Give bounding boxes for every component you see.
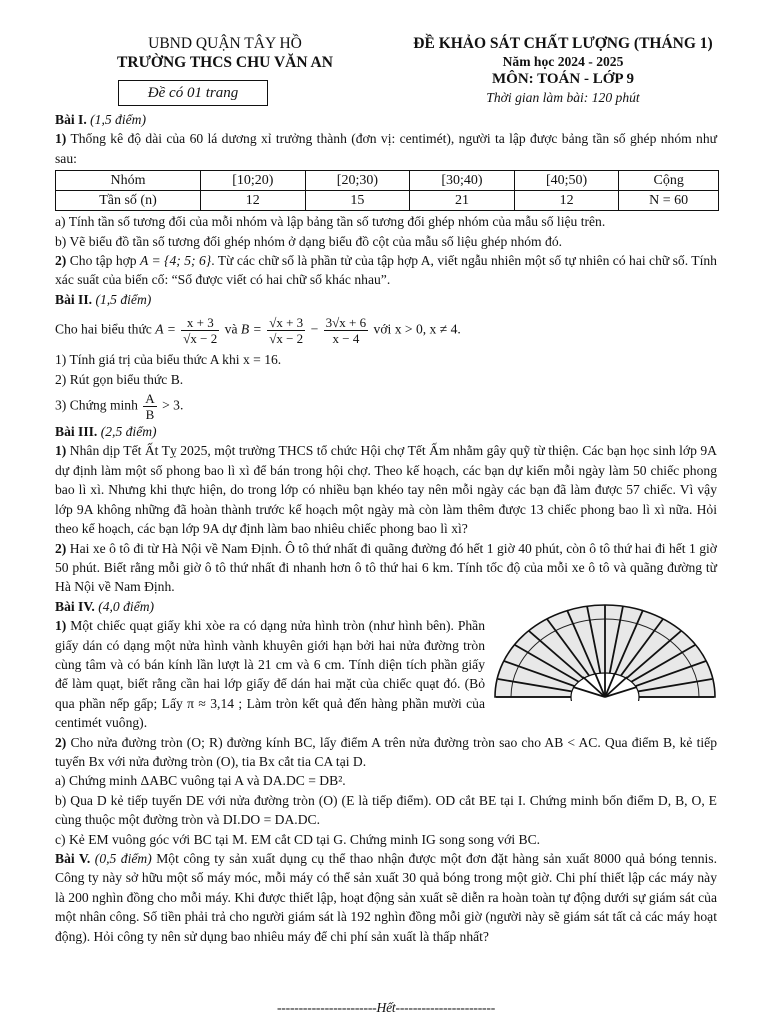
section-2-title: Bài II. (1,5 điểm) <box>55 291 152 307</box>
end-marker: -----------------------Hết----------------------- <box>276 1000 496 1015</box>
exam-header <box>0 0 768 112</box>
section-4-part-a: a) Chứng minh ΔABC vuông tại A và DA.DC = DB². <box>55 773 346 789</box>
section-4-title: Bài IV. (4,0 điểm) <box>55 598 155 614</box>
fraction-b1: $\frac{√x + 3}{√x - 2}$ <box>269 315 304 347</box>
section-4-part-c: c) Kẻ EM vuông góc với BC tại M. EM cắt CD tại G. Chứng minh IG song song với BC. <box>55 831 541 847</box>
time-limit: Thời gian làm bài: 120 phút <box>486 90 640 105</box>
section-3-question-1: 1) Nhân dịp Tết Ất Tỵ 2025, một trường THCS tổ chức Hội chợ Tết Ấm nhằm gây quỹ từ thiện. Các bạn học sinh lớp 9A dự định làm một số phong bao lì xì để bán trong hội chợ. Theo kế hoạch, các bạn dự kiến mỗi ngày làm 50 chiếc phong bao lì xì. Nhưng khi thực hiện, do trong lớp có nhiều bạn khéo tay nên mỗi ngày các bạn đã làm được 57 chiếc. Vì vậy lớp 9A không những đã hoàn thành trước kế hoạch một ngày mà còn làm thêm được 13 chiếc phong bao lì xì nữa. Hỏi theo kế hoạch, các bạn lớp 9A dự định làm bao nhiêu chiếc phong bao lì xì? <box>55 443 717 537</box>
frequency-table <box>55 170 719 211</box>
section-3-question-2: 2) Hai xe ô tô đi từ Hà Nội về Nam Định. Ô tô thứ nhất đi quãng đường đó hết 1 giờ 40 phút, còn ô tô thứ hai đi hết 1 giờ 50 phút. Biết rằng mỗi giờ ô tô thứ nhất đi nhanh hơn ô tô thứ hai 6 km. Tính tốc độ của mỗi xe ô tô và quãng đường từ Hà Nội về Nam Định. <box>55 540 717 595</box>
set-expression: A = {4; 5; 6} <box>140 253 212 269</box>
table-cell: 12 <box>514 191 619 211</box>
table-row <box>56 191 719 211</box>
table-cell: Tần số (n) <box>56 191 201 211</box>
section-2-question-2: 2) Rút gọn biểu thức B. <box>55 371 184 387</box>
section-5-title: Bài V. <box>55 851 91 866</box>
paper-fan-icon <box>491 601 719 701</box>
section-1-part-b: b) Vẽ biểu đồ tần số tương đối ghép nhóm ở dạng biểu đồ cột của mẫu số liệu ghép nhóm đó. <box>55 233 563 249</box>
table-cell: Nhóm <box>56 171 201 191</box>
exam-content <box>55 110 717 946</box>
table-cell: [30;40) <box>410 171 515 191</box>
table-cell: [10;20) <box>201 171 306 191</box>
school-year: Năm học 2024 - 2025 <box>502 54 624 69</box>
table-cell: N = 60 <box>619 191 719 211</box>
section-1-part-a: a) Tính tần số tương đối của mỗi nhóm và lập bảng tần số tương đối ghép nhóm của mẫu số liệu trên. <box>55 214 606 230</box>
district-name: UBND QUẬN TÂY HỒ <box>148 35 302 52</box>
exam-info-block <box>368 34 758 106</box>
table-cell: 12 <box>201 191 306 211</box>
subject: MÔN: TOÁN - LỚP 9 <box>492 71 634 87</box>
fraction-a: $\frac{x + 3}{√x - 2}$ <box>183 315 218 347</box>
section-1-title: Bài I. (1,5 điểm) <box>55 112 147 127</box>
section-4 <box>55 597 717 733</box>
section-4-question-2: 2) Cho nửa đường tròn (O; R) đường kính BC, lấy điểm A trên nửa đường tròn sao cho AB < AC. Qua điểm B, kẻ tiếp tuyến Bx với nửa đường tròn (O), tia Bx cắt tia CA tại D. <box>55 734 717 769</box>
section-4-question-1-text: 1) Một chiếc quạt giấy khi xòe ra có dạng nửa hình tròn (như hình bên). Phần giấy dán có dạng một nửa hình vành khuyên giới hạn bởi hai nửa đường tròn cùng tâm và có bán kính lần lượt là 21 cm và 6 cm. Tính diện tích phần giấy để làm quạt, biết rằng cần hai lớp giấy để dán hai mặt của chiếc quạt đó. (Bỏ qua phần nếp gấp; Lấy π ≈ 3,14 ; Làm tròn kết quả đến hàng phần mười của centimét vuông). <box>55 616 717 732</box>
school-block <box>100 34 350 72</box>
section-1-question-1: 1) Thống kê độ dài của 60 lá dương xỉ trưởng thành (đơn vị: centimét), người ta lập được bảng tần số ghép nhóm như sau: <box>55 131 717 166</box>
fraction-a-over-b: $\frac{A}{B}$ <box>145 391 155 423</box>
section-5: Bài V. (0,5 điểm) Một công ty sản xuất dụng cụ thể thao nhận được một đơn đặt hàng sản xuất 8000 quả bóng tennis. Công ty này sở hữu một số máy móc, mỗi máy có thể sản xuất 30 quả bóng trong một giờ. Chi phí thiết lập các máy này là 200 nghìn đồng cho mỗi máy. Khi được thiết lập, hoạt động sản xuất sẽ diễn ra hoàn toàn tự động dưới sự giám sát của một nhân công. Số tiền phải trả cho người giám sát là 192 nghìn đồng mỗi giờ (người này sẽ giám sát tất cả các máy hoạt động). Hỏi công ty nên sử dụng bao nhiêu máy để chi phí sản xuất là thấp nhất? <box>55 851 717 944</box>
table-cell: 15 <box>305 191 410 211</box>
table-cell: Cộng <box>619 171 719 191</box>
table-cell: [20;30) <box>305 171 410 191</box>
section-3-title: Bài III. (2,5 điểm) <box>55 424 157 440</box>
table-cell: 21 <box>410 191 515 211</box>
section-2-question-3: 3) Chứng minh $\frac{A}{B}$ > 3. <box>55 391 184 423</box>
table-cell: [40;50) <box>514 171 619 191</box>
section-2-question-1: 1) Tính giá trị của biểu thức A khi x = 16. <box>55 352 282 368</box>
table-row <box>56 171 719 191</box>
fraction-b2: $\frac{3√x + 6}{x - 4}$ <box>325 315 367 347</box>
section-2-expressions: Cho hai biểu thức A = $\frac{x + 3}{√x - 2}$ và B = $\frac{√x + 3}{√x - 2}$ − $\frac{3√x + 6}{x - 4}$ với x > 0, x ≠ 4. <box>55 315 461 347</box>
exam-title: ĐỀ KHẢO SÁT CHẤT LƯỢNG (THÁNG 1) <box>413 35 713 52</box>
section-4-part-b: b) Qua D kẻ tiếp tuyến DE với nửa đường tròn (O) (E là tiếp điểm). OD cắt BE tại I. Chứng minh bốn điểm D, B, O, E cùng thuộc một đường tròn và DI.DO = DA.DC. <box>55 792 717 828</box>
page-count-note: Đề có 01 trang <box>118 80 268 106</box>
school-name: TRƯỜNG THCS CHU VĂN AN <box>117 54 333 71</box>
section-1-question-2: 2) Cho tập hợp A = {4; 5; 6}. Từ các chữ số là phần tử của tập hợp A, viết ngẫu nhiên một số tự nhiên có hai chữ số. Tính xác suất của biến cố: “Số được viết có hai chữ số khác nhau”. <box>55 253 717 288</box>
